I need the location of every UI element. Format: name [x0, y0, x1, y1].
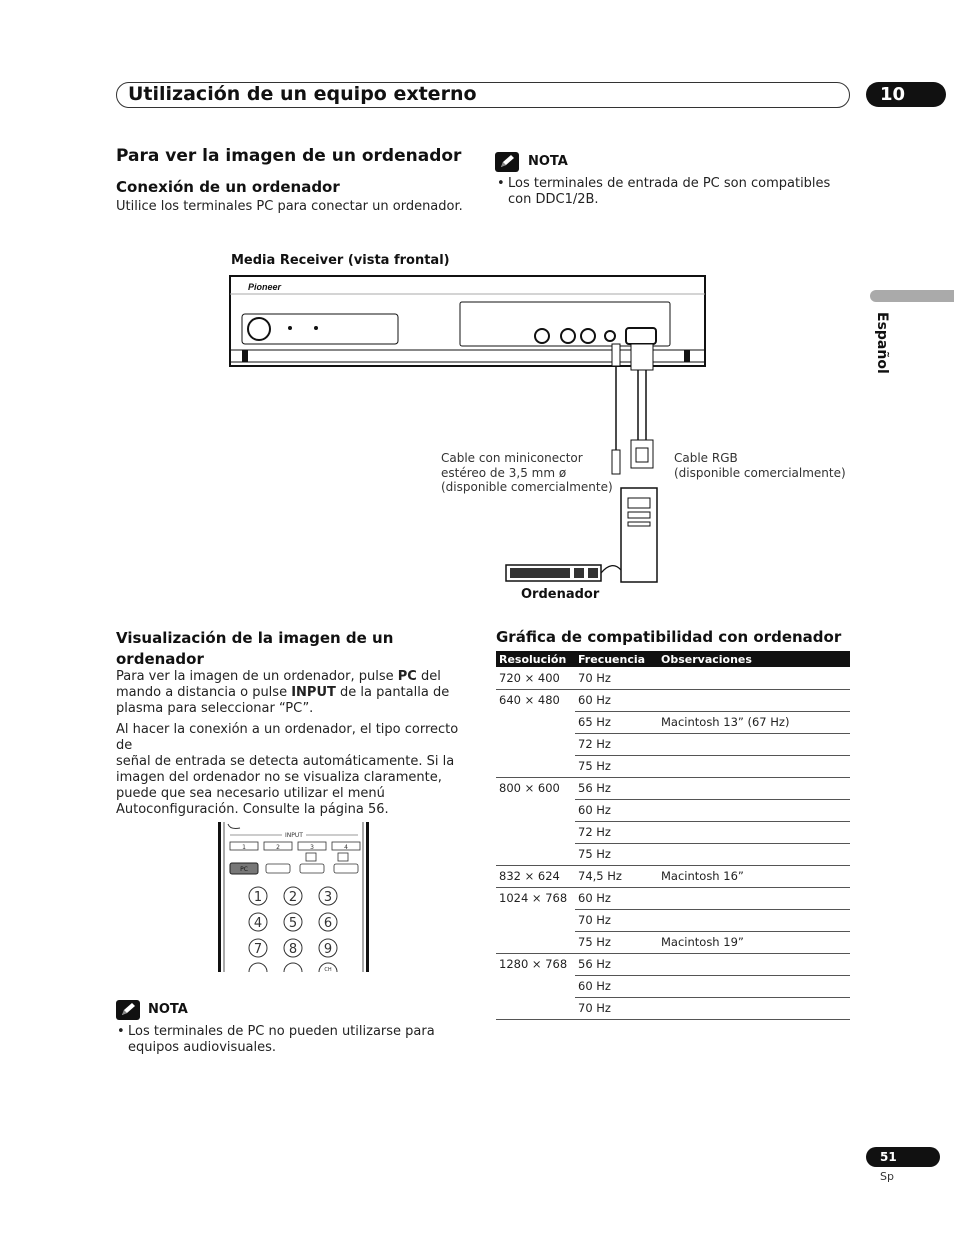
table-cell — [496, 799, 575, 821]
remote-input-key: 1 — [242, 844, 246, 851]
remote-num-key: 8 — [288, 942, 298, 957]
table-row — [496, 953, 850, 975]
note-pencil-icon — [495, 152, 519, 172]
table-cell: 60 Hz — [575, 799, 658, 821]
table-cell — [658, 821, 850, 843]
note-text-line: con DDC1/2B. — [508, 192, 599, 207]
computer-label: Ordenador — [521, 587, 600, 602]
table-cell — [658, 909, 850, 931]
table-header-row — [496, 651, 850, 667]
audio-cable-label: Cable con miniconector estéreo de 3,5 mm ø (disponible comercialmente) — [441, 451, 613, 494]
chapter-title: Utilización de un equipo externo — [128, 83, 477, 105]
note-heading: NOTA — [528, 154, 568, 169]
table-cell: 60 Hz — [575, 975, 658, 997]
compat-table — [496, 651, 850, 1020]
table-cell — [658, 755, 850, 777]
table-row — [496, 931, 850, 953]
remote-input-key: 4 — [344, 844, 348, 851]
remote-num-key: 7 — [253, 942, 263, 957]
table-cell — [658, 777, 850, 799]
note-bullet: • — [497, 176, 505, 191]
page-number: 51 — [866, 1147, 940, 1167]
remote-num-key: 6 — [323, 916, 333, 931]
table-cell: Macintosh 19” — [658, 931, 850, 953]
table-cell: Macintosh 16” — [658, 865, 850, 887]
table-cell: 720 × 400 — [496, 667, 575, 689]
table-cell: 75 Hz — [575, 931, 658, 953]
page-lang-code: Sp — [880, 1170, 894, 1183]
table-cell: 1024 × 768 — [499, 891, 568, 906]
note-bullet: • — [117, 1024, 125, 1039]
table-cell: 60 Hz — [575, 887, 658, 909]
remote-num-key: 3 — [323, 890, 333, 905]
table-cell: 65 Hz — [575, 711, 658, 733]
note-text-line: Los terminales de PC no pueden utilizarse para — [128, 1024, 435, 1039]
number-keys — [249, 887, 337, 957]
connection-diagram — [226, 270, 716, 600]
note-text-line: Los terminales de entrada de PC son compatibles — [508, 176, 831, 191]
remote-num-key: 4 — [253, 916, 263, 931]
table-row — [496, 887, 850, 909]
table-cell — [658, 975, 850, 997]
table-row — [496, 843, 850, 865]
table-row — [496, 755, 850, 777]
brand-logo: Pioneer — [248, 282, 282, 292]
table-cell: 72 Hz — [575, 733, 658, 755]
remote-pc-key: PC — [240, 866, 248, 873]
table-cell: 1280 × 768 — [499, 957, 568, 972]
visualizacion-paragraph: Para ver la imagen de un ordenador, pulse PC del mando a distancia o pulse INPUT de la pantalla de plasma para seleccionar “PC”. Al hacer la conexión a un ordenador, el tipo correcto de señal de entrada se detecta automáticamente. Si la imagen del ordenador no se visualiza claramente, puede que sea necesario utilizar el menú Autoconfiguración. Consulte la página 56. — [116, 669, 459, 817]
section-intro-text: Utilice los terminales PC para conectar un ordenador. — [116, 199, 463, 214]
rgb-cable-label: Cable RGB (disponible comercialmente) — [674, 451, 846, 480]
table-cell: 75 Hz — [575, 755, 658, 777]
table-cell — [658, 887, 850, 909]
column-header: Frecuencia — [575, 651, 658, 667]
table-cell — [658, 997, 850, 1019]
table-cell — [658, 843, 850, 865]
remote-num-key: 1 — [253, 890, 263, 905]
table-cell — [496, 843, 575, 865]
note-heading: NOTA — [148, 1002, 188, 1017]
table-cell — [496, 821, 575, 843]
table-cell — [496, 909, 575, 931]
computer-tower-illustration — [621, 488, 657, 582]
remote-ch-label: CH — [324, 967, 332, 972]
table-row — [496, 777, 850, 799]
section-title-visualizacion: Visualización de la imagen de un ordenador — [116, 629, 394, 668]
note-pencil-icon — [116, 1000, 140, 1020]
table-row — [496, 975, 850, 997]
receiver-label: Media Receiver (vista frontal) — [231, 253, 450, 268]
table-cell — [496, 733, 575, 755]
remote-input-label: INPUT — [285, 832, 303, 839]
input-keys — [230, 842, 360, 851]
table-row — [496, 799, 850, 821]
table-cell: 75 Hz — [575, 843, 658, 865]
table-row — [496, 711, 850, 733]
table-row — [496, 667, 850, 689]
note-text-line: equipos audiovisuales. — [128, 1040, 277, 1055]
section-subtitle: Conexión de un ordenador — [116, 178, 340, 196]
table-cell — [658, 733, 850, 755]
remote-control-illustration — [216, 822, 372, 972]
remote-num-key: 2 — [288, 890, 298, 905]
table-cell — [658, 689, 850, 711]
table-cell — [496, 711, 575, 733]
table-row — [496, 733, 850, 755]
keyboard-illustration — [506, 565, 621, 581]
table-cell — [658, 799, 850, 821]
remote-input-key: 3 — [310, 844, 314, 851]
column-header: Resolución — [496, 651, 575, 667]
table-cell: 60 Hz — [575, 689, 658, 711]
table-cell — [496, 931, 575, 953]
table-cell: 74,5 Hz — [575, 865, 658, 887]
table-cell: 70 Hz — [575, 667, 658, 689]
table-cell: 70 Hz — [575, 997, 658, 1019]
table-cell: 832 × 624 — [496, 865, 575, 887]
remote-num-key: 5 — [288, 916, 298, 931]
remote-input-key: 2 — [276, 844, 280, 851]
table-cell — [658, 667, 850, 689]
table-cell — [496, 755, 575, 777]
table-cell — [658, 953, 850, 975]
language-tab-label: Español — [874, 312, 890, 374]
language-tab — [870, 290, 954, 302]
table-cell: 640 × 480 — [499, 693, 560, 708]
table-cell: 56 Hz — [575, 777, 658, 799]
table-cell: 800 × 600 — [499, 781, 560, 796]
section-title: Para ver la imagen de un ordenador — [116, 146, 462, 166]
table-row — [496, 865, 850, 887]
table-row — [496, 689, 850, 711]
remote-num-key: 9 — [323, 942, 333, 957]
table-row — [496, 997, 850, 1019]
cable-lines — [612, 344, 653, 474]
table-row — [496, 821, 850, 843]
table-cell — [496, 997, 575, 1019]
table-cell: Macintosh 13” (67 Hz) — [658, 711, 850, 733]
table-row — [496, 909, 850, 931]
column-header: Observaciones — [658, 651, 850, 667]
table-cell — [496, 975, 575, 997]
table-cell: 72 Hz — [575, 821, 658, 843]
compat-title: Gráfica de compatibilidad con ordenador — [496, 628, 842, 646]
chapter-number: 10 — [866, 82, 946, 107]
table-cell: 70 Hz — [575, 909, 658, 931]
table-cell: 56 Hz — [575, 953, 658, 975]
